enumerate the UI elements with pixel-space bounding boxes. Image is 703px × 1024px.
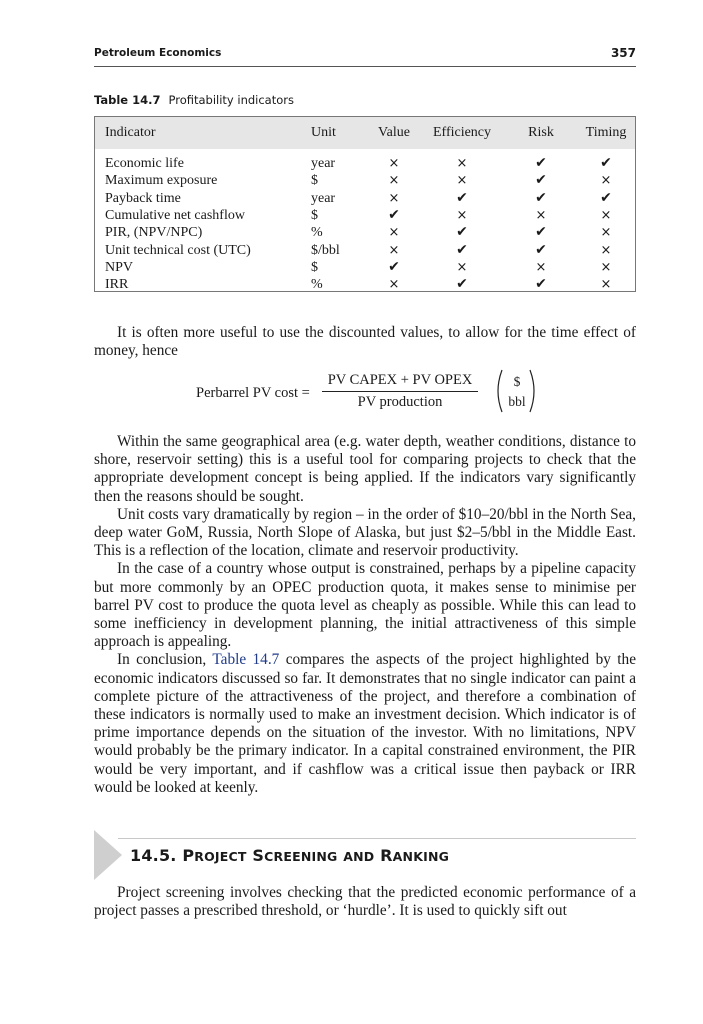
indicator-unit: $ <box>311 207 318 223</box>
indicator-name: Maximum exposure <box>105 173 218 189</box>
efficiency-tick-icon: ✔ <box>456 241 468 258</box>
running-title: Petroleum Economics <box>94 47 222 59</box>
indicator-unit: year <box>311 156 336 171</box>
indicator-name: Economic life <box>105 156 184 171</box>
column-header-efficiency: Efficiency <box>432 125 492 140</box>
column-header-value: Value <box>378 125 410 140</box>
table-header-row <box>95 117 635 149</box>
paragraph-conclusion <box>94 651 636 797</box>
table-row <box>95 224 635 241</box>
table-caption-text: Profitability indicators <box>168 93 294 107</box>
efficiency-cross-icon: × <box>456 207 468 223</box>
section-title <box>182 846 449 865</box>
risk-tick-icon: ✔ <box>535 224 547 241</box>
column-header-risk: Risk <box>528 125 554 140</box>
efficiency-tick-icon: ✔ <box>456 276 468 293</box>
indicator-unit: $/bbl <box>311 242 340 258</box>
page-number: 357 <box>610 46 636 60</box>
paragraph-project-screening <box>94 884 636 920</box>
indicator-unit: % <box>311 277 323 293</box>
paragraph-text: Project screening involves checking that the predicted economic performance of a project passes a prescribed threshold, or ‘hurdle’. It is used to quickly sift out <box>94 884 636 920</box>
indicator-unit: $ <box>311 259 318 275</box>
indicator-name: Unit technical cost (UTC) <box>105 242 251 258</box>
formula-fraction <box>320 372 480 411</box>
column-header-indicator: Indicator <box>105 125 156 140</box>
table-caption <box>94 93 294 107</box>
page-header <box>94 46 636 67</box>
indicator-name: IRR <box>105 277 129 293</box>
profitability-table <box>94 116 636 292</box>
value-tick-icon: ✔ <box>388 258 400 275</box>
table-row <box>95 155 635 172</box>
value-tick-icon: ✔ <box>388 206 400 223</box>
timing-tick-icon: ✔ <box>600 189 612 206</box>
formula-unit-bottom: bbl <box>508 394 526 409</box>
paragraph-discounted-values <box>94 324 636 360</box>
per-barrel-pv-cost-formula <box>196 372 556 420</box>
timing-cross-icon: × <box>600 207 612 223</box>
timing-cross-icon: × <box>600 259 612 275</box>
risk-tick-icon: ✔ <box>535 276 547 293</box>
section-title-word: SCREENING <box>252 846 338 865</box>
timing-cross-icon: × <box>600 225 612 241</box>
risk-cross-icon: × <box>535 259 547 275</box>
efficiency-cross-icon: × <box>456 173 468 189</box>
paragraph-constrained-output: In the case of a country whose output is constrained, perhaps by a pipeline capacity but more commonly by an OPEC production quota, it makes sense to minimise per barrel PV cost to produce the quota level as cheaply as possible. While this can lead to some inefficiency in development planning, the initial attractiveness of this simple approach is appealing. <box>94 560 636 651</box>
formula-denominator: PV production <box>357 394 443 410</box>
conclusion-lead: In conclusion, <box>117 651 213 669</box>
formula-unit-top: $ <box>513 374 521 389</box>
timing-cross-icon: × <box>600 173 612 189</box>
value-cross-icon: × <box>388 277 400 293</box>
section-divider <box>118 838 636 839</box>
paragraph-text: It is often more useful to use the discounted values, to allow for the time effect of money, hence <box>94 324 636 360</box>
indicator-unit: year <box>311 190 336 206</box>
column-header-unit: Unit <box>311 125 336 140</box>
formula-numerator: PV CAPEX + PV OPEX <box>327 372 473 388</box>
efficiency-cross-icon: × <box>456 259 468 275</box>
section-number: 14.5. <box>130 846 177 865</box>
indicator-name: PIR, (NPV/NPC) <box>105 225 203 241</box>
risk-tick-icon: ✔ <box>535 241 547 258</box>
formula-units <box>502 372 532 412</box>
table-number: Table 14.7 <box>94 93 161 107</box>
table-row <box>95 276 635 293</box>
column-header-timing: Timing <box>585 125 627 140</box>
value-cross-icon: × <box>388 173 400 189</box>
table-reference-link[interactable]: Table 14.7 <box>212 651 280 669</box>
efficiency-cross-icon: × <box>456 156 468 171</box>
table-row <box>95 207 635 224</box>
indicator-name: Cumulative net cashflow <box>105 207 245 223</box>
section-title-word: PROJECT <box>182 846 247 865</box>
indicator-name: NPV <box>105 259 134 275</box>
value-cross-icon: × <box>388 242 400 258</box>
indicator-unit: % <box>311 225 323 241</box>
section-title-word: RANKING <box>380 846 450 865</box>
risk-tick-icon: ✔ <box>535 155 547 171</box>
risk-tick-icon: ✔ <box>535 172 547 189</box>
paragraph-geographical-area: Within the same geographical area (e.g. water depth, weather conditions, distance to shore, reservoir setting) this is a useful tool for comparing projects to check that the appropriate development concept is being applied. If the indicators vary significantly then the reasons should be sought. <box>94 433 636 505</box>
efficiency-tick-icon: ✔ <box>456 189 468 206</box>
conclusion-text: compares the aspects of the project highlighted by the economic indicators discussed so far. It demonstrates that no single indicator can paint a complete picture of the attractiveness of the project, and therefore a combination of these indicators is normally used to make an investment decision. Which indicator is of prime importance depends on the situation of the investor. With no limitations, NPV would probably be the primary indicator. In a capital constrained environment, the PIR would be very important, and if cashflow was a critical issue then payback or IRR would be looked at keenly. <box>94 651 636 796</box>
section-title-word: AND <box>343 849 375 864</box>
value-cross-icon: × <box>388 225 400 241</box>
indicator-name: Payback time <box>105 190 181 206</box>
risk-cross-icon: × <box>535 207 547 223</box>
body-paragraphs <box>94 433 636 797</box>
table-row <box>95 190 635 207</box>
value-cross-icon: × <box>388 190 400 206</box>
value-cross-icon: × <box>388 156 400 171</box>
table-row <box>95 172 635 189</box>
efficiency-tick-icon: ✔ <box>456 224 468 241</box>
section-heading <box>130 846 449 865</box>
table-row <box>95 242 635 259</box>
paragraph-unit-costs: Unit costs vary dramatically by region – in the order of $10–20/bbl in the North Sea, deep water GoM, Russia, North Slope of Alaska, but just $2–5/bbl in the Middle East. This is a reflection of the location, climate and reservoir productivity. <box>94 505 636 560</box>
formula-lhs: Perbarrel PV cost = <box>196 385 310 401</box>
risk-tick-icon: ✔ <box>535 189 547 206</box>
timing-tick-icon: ✔ <box>600 155 612 171</box>
indicator-unit: $ <box>311 173 318 189</box>
timing-cross-icon: × <box>600 242 612 258</box>
timing-cross-icon: × <box>600 277 612 293</box>
table-row <box>95 259 635 276</box>
